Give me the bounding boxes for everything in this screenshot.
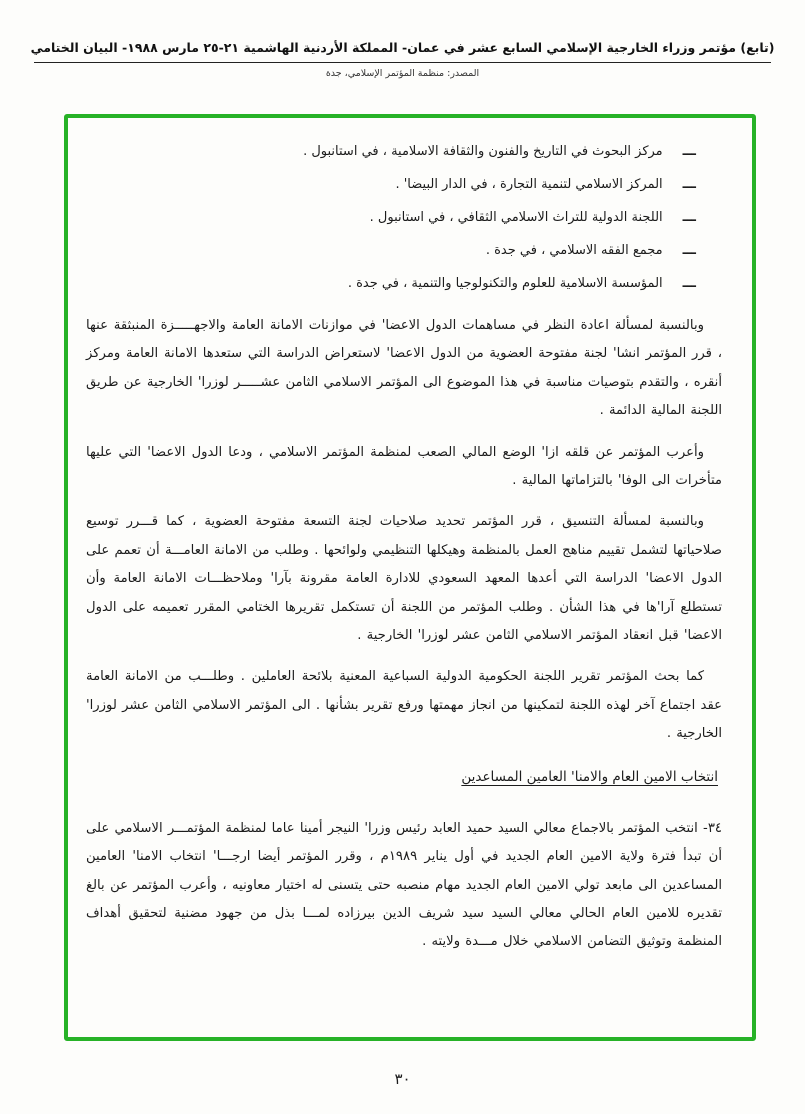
content-frame — [64, 114, 756, 1041]
organizations-list — [86, 142, 696, 294]
list-item — [86, 274, 696, 294]
document-header — [0, 0, 805, 79]
body-paragraph-34-election: ٣٤- انتخب المؤتمر بالاجماع معالي السيد حميد العابد رئيس وزرا' النيجر أمينا عاما لمنظمة المؤتمـــر الاسلامي على أن تبدأ فترة ولاية الامين العام الجديد في أول يناير ١٩٨٩م ، وقرر المؤتمر أيضا ارجـــا' انتخاب الامنا' العامين المساعدين الى مابعد تولي الامين العام الجديد مهام منصبه حتى يتسنى له اختيار معاونيه ، وأعرب المؤتمر عن بالغ تقديره للامين العام الحالي معالي السيد سيد شريف الدين بيرزاده لمـــا بذل من جهود مضنية لتحقيق أهداف المنظمة وتوثيق التضامن الاسلامي خلال مـــدة ولايته . — [86, 820, 722, 950]
dash-bullet-icon: ـــ — [682, 210, 696, 225]
list-item-text: مركز البحوث في التاريخ والفنون والثقافة الاسلامية ، في استانبول . — [303, 144, 663, 159]
list-item-text: المركز الاسلامي لتنمية التجارة ، في الدار البيضا' . — [395, 177, 663, 192]
document-source: المصدر: منظمة المؤتمر الإسلامي، جدة — [325, 68, 480, 79]
section-heading: انتخاب الامين العام والامنا' العامين المساعدين — [461, 768, 718, 785]
list-item — [86, 142, 696, 162]
page-footer — [0, 1069, 805, 1088]
list-item — [86, 241, 696, 261]
document-title: (تابع) مؤتمر وزراء الخارجية الإسلامي السابع عشر في عمان- المملكة الأردنية الهاشمية ٢١-٢٥ مارس ١٩٨٨- البيان الختامي — [30, 40, 775, 55]
body-paragraph-financial-concern: وأعرب المؤتمر عن قلقه ازا' الوضع المالي الصعب لمنظمة المؤتمر الاسلامي ، ودعا الدول الاعضا' التي عليها متأخرات الى الوفا' بالتزاماتها المالية . — [86, 444, 722, 489]
dash-bullet-icon: ـــ — [682, 177, 696, 192]
dash-bullet-icon: ـــ — [682, 276, 696, 291]
list-item-text: اللجنة الدولية للتراث الاسلامي الثقافي ، في استانبول . — [369, 210, 663, 225]
header-divider — [34, 62, 771, 63]
body-paragraph-staff-committee: كما بحث المؤتمر تقرير اللجنة الحكومية الدولية السباعية المعنية بلائحة العاملين . وطلـــب من الامانة العامة عقد اجتماع آخر لهذه اللجنة لتمكينها من انجاز مهمتها ورفع تقرير بشأنها . الى المؤتمر الاسلامي الثامن عشر لوزرا' الخارجية . — [86, 669, 722, 742]
dash-bullet-icon: ـــ — [682, 144, 696, 159]
dash-bullet-icon: ـــ — [682, 243, 696, 258]
page-number: ٣٠ — [394, 1070, 411, 1088]
list-item-text: المؤسسة الاسلامية للعلوم والتكنولوجيا والتنمية ، في جدة . — [347, 276, 663, 291]
list-item — [86, 175, 696, 195]
body-paragraph-budget-review: وبالنسبة لمسألة اعادة النظر في مساهمات الدول الاعضا' في موازنات الامانة العامة والاجهـــــزة المنبثقة عنها ، قرر المؤتمر انشا' لجنة مفتوحة العضوية من الدول الاعضا' لاستعراض الدراسة التي ستعدها الامانة العامة ومركز أنقره ، والتقدم بتوصيات مناسبة في هذا الموضوع الى المؤتمر الاسلامي الثامن عشـــــر لوزرا' الخارجية عن طريق اللجنة المالية الدائمة . — [86, 318, 722, 419]
body-paragraph-coordination: وبالنسبة لمسألة التنسيق ، قرر المؤتمر تحديد صلاحيات لجنة التسعة مفتوحة العضوية ، كما قـــرر توسيع صلاحياتها لتشمل تقييم مناهج العمل بالمنظمة وهيكلها التنظيمي ولوائحها . وطلب من الامانة العامـــة أن تعمم على الدول الاعضا' الدراسة التي أعدها المعهد السعودي للادارة العامة مقرونة بآرا' وملاحظـــات الامانة العامة وأن تستطلع آرا'ها في هذا الشأن . وطلب المؤتمر من اللجنة أن تستكمل تقريرها الختامي المقرر تعميمه على الدول الاعضا' قبل انعقاد المؤتمر الاسلامي الثامن عشر لوزرا' الخارجية . — [86, 514, 722, 644]
list-item — [86, 208, 696, 228]
list-item-text: مجمع الفقه الاسلامي ، في جدة . — [485, 243, 663, 258]
